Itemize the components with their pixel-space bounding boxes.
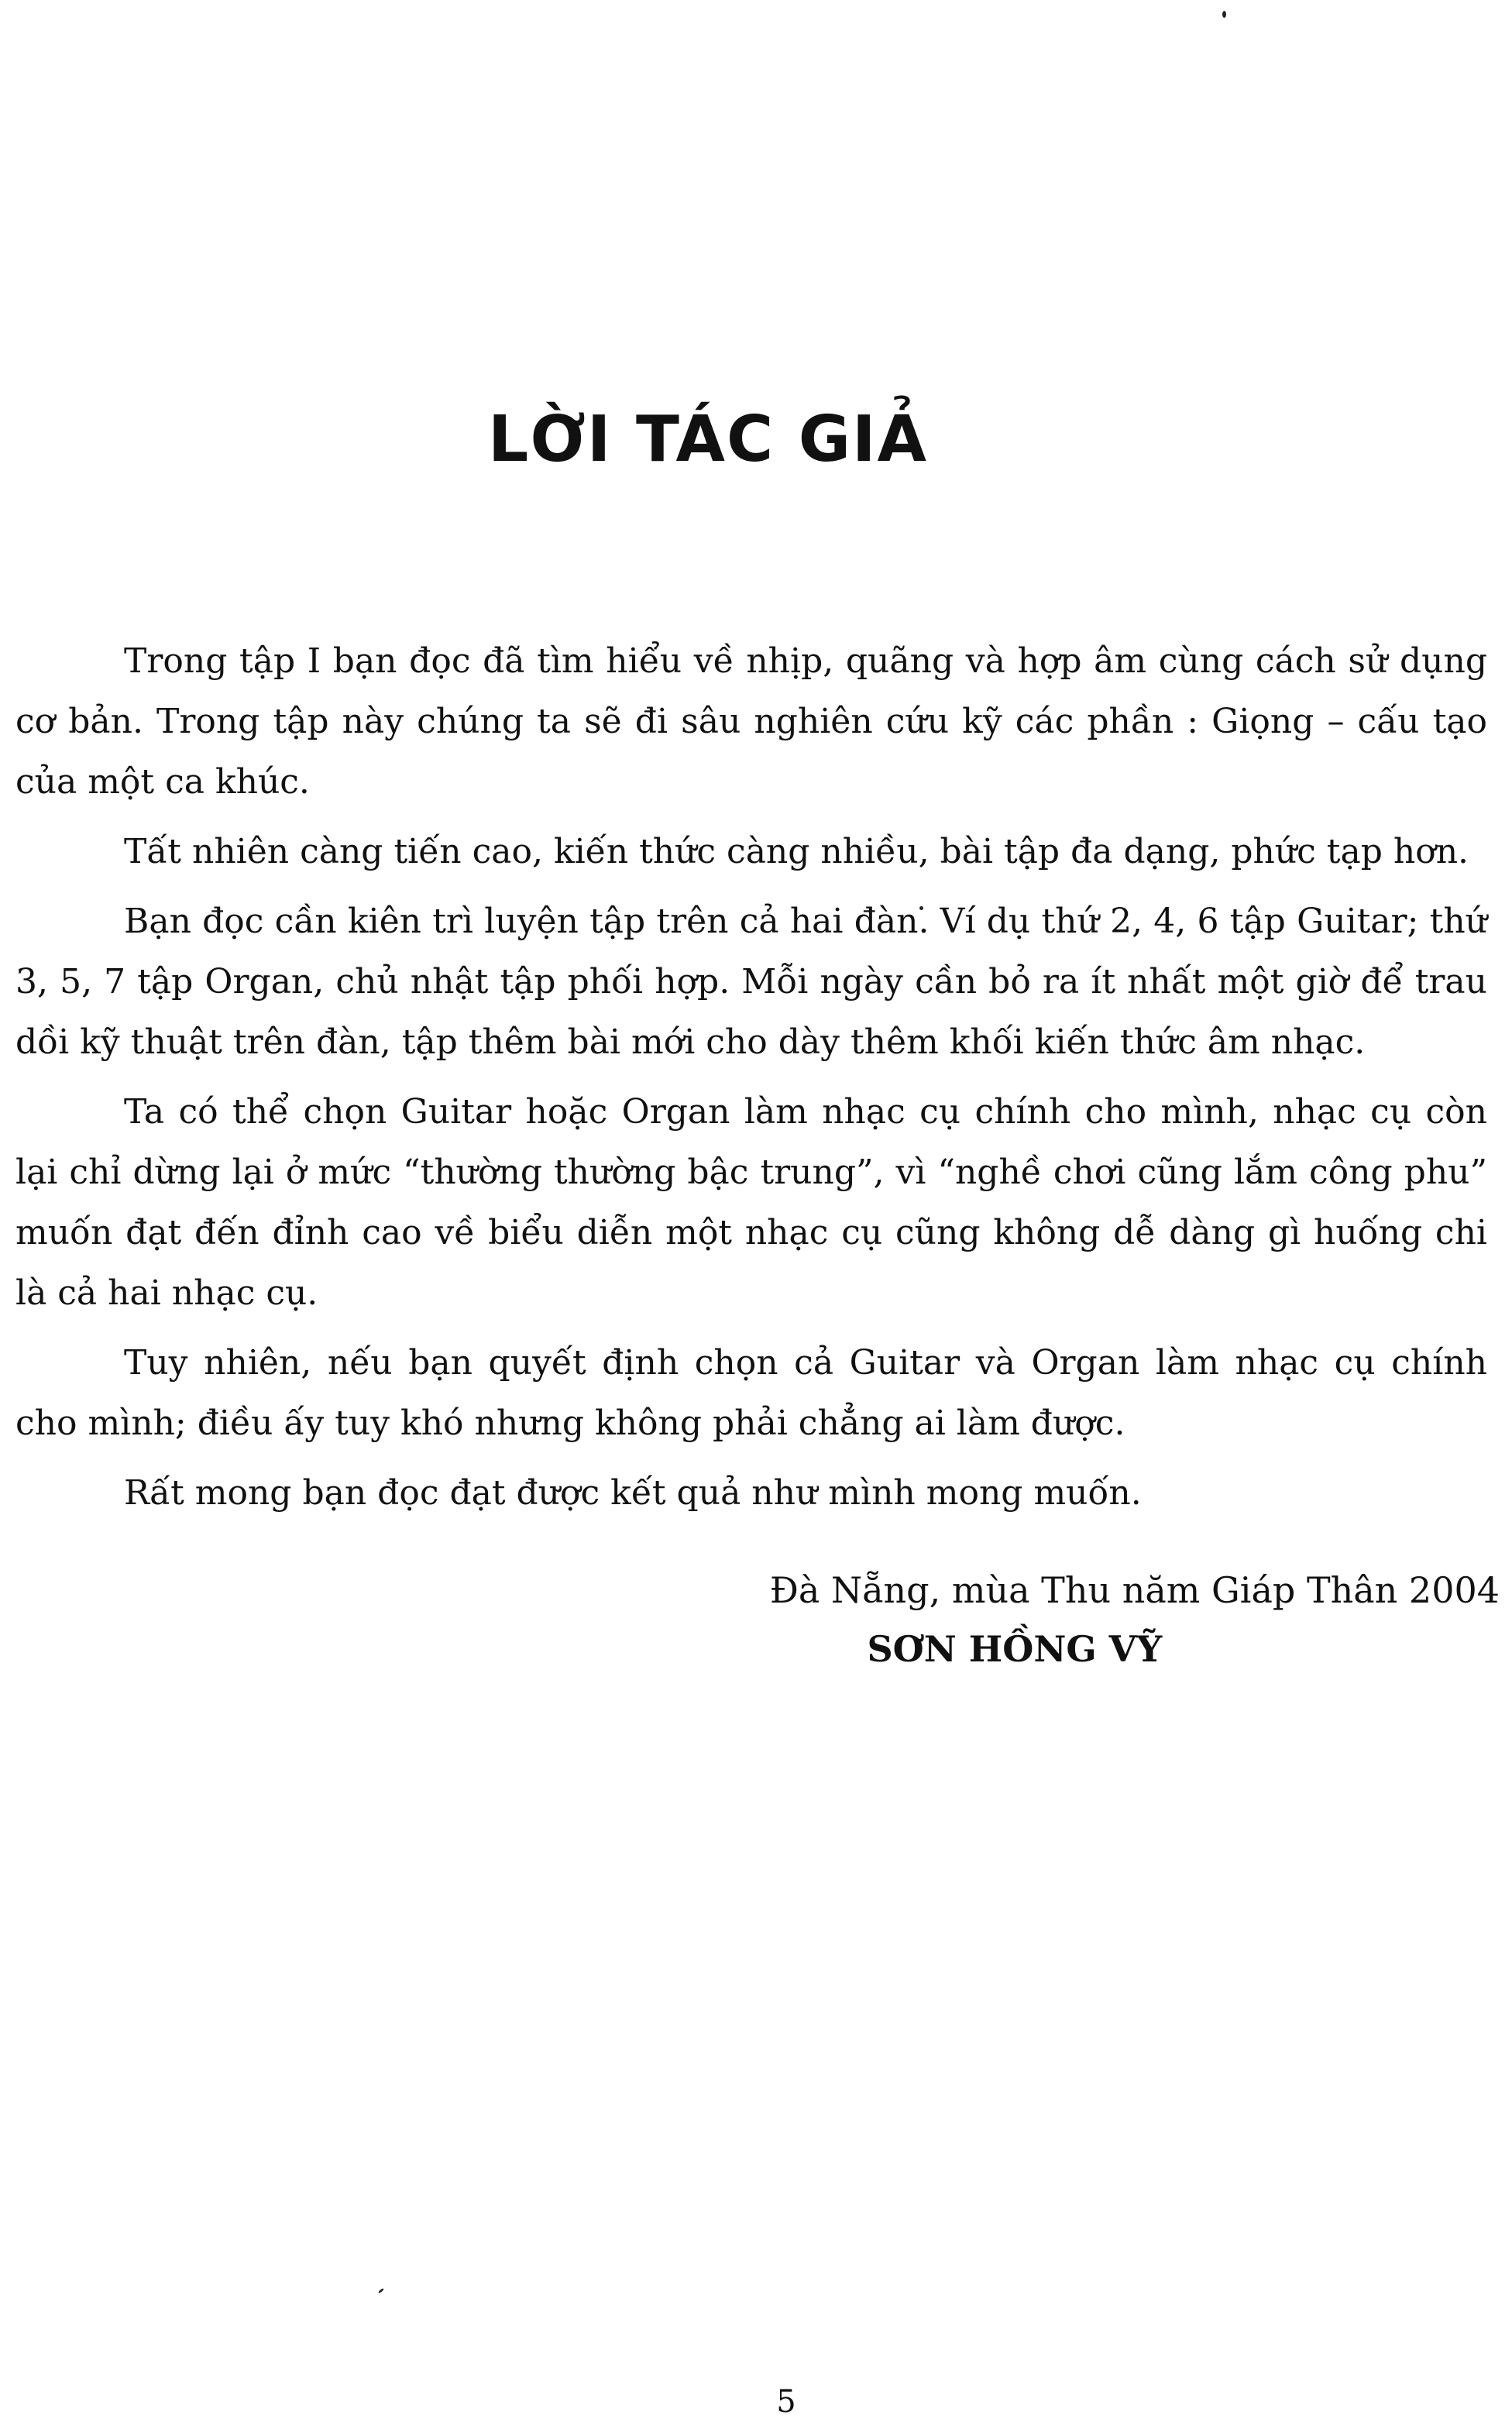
scan-speck [1222,11,1226,18]
paragraph: Bạn đọc cần kiên trì luyện tập trên cả hai đàn. Ví dụ thứ 2, 4, 6 tập Guitar; thứ 3, 5, 7 tập Organ, chủ nhật tập phối hợp. Mỗi ngày cần bỏ ra ít nhất một giờ để trau dồi kỹ thuật trên đàn, tập thêm bài mới cho dày thêm khối kiến thức âm nhạc. [15,902,1487,1062]
paragraph: Rất mong bạn đọc đạt được kết quả như mình mong muốn. [124,1473,1142,1513]
paragraph: Trong tập I bạn đọc đã tìm hiểu về nhịp, quãng và hợp âm cùng cách sử dụng cơ bản. Trong tập này chúng ta sẽ đi sâu nghiên cứu kỹ các phần : Giọng – cấu tạo của một ca khúc. [15,641,1487,802]
paragraph: Tuy nhiên, nếu bạn quyết định chọn cả Guitar và Organ làm nhạc cụ chính cho mình; điều ấy tuy khó nhưng không phải chẳng ai làm được. [15,1343,1487,1443]
signature-block [770,1561,1500,1678]
paragraph: Tất nhiên càng tiến cao, kiến thức càng nhiều, bài tập đa dạng, phức tạp hơn. [124,832,1469,871]
preface-body [15,631,1487,1533]
signature-author: SƠN HỒNG VỸ [867,1628,1163,1670]
page-title: LỜI TÁC GIẢ [488,403,928,476]
scan-speck [378,2288,384,2293]
paragraph: Ta có thể chọn Guitar hoặc Organ làm nhạc cụ chính cho mình, nhạc cụ còn lại chỉ dừng lại ở mức “thường thường bậc trung”, vì “nghề chơi cũng lắm công phu” muốn đạt đến đỉnh cao về biểu diễn một nhạc cụ cũng không dễ dàng gì huống chi là cả hai nhạc cụ. [15,1092,1487,1313]
page-number: 5 [776,2384,796,2420]
signature-place-date: Đà Nẵng, mùa Thu năm Giáp Thân 2004 [769,1569,1500,1611]
